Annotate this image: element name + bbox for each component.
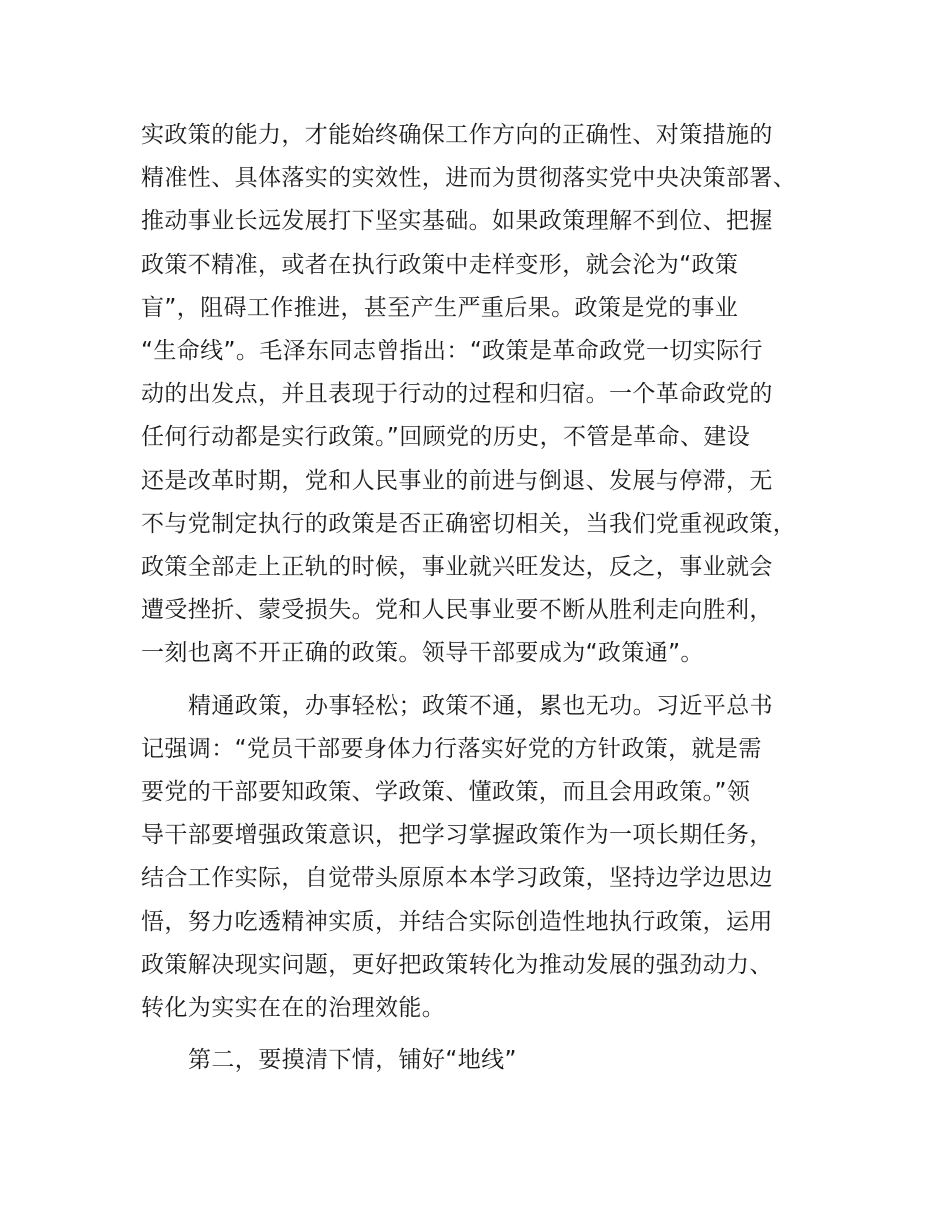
text-line: 实政策的能力，才能始终确保工作方向的正确性、对策措施的 — [141, 122, 773, 148]
section-heading-second — [141, 1039, 831, 1082]
text-line: 精准性、具体落实的实效性，进而为贯彻落实党中央决策部署、 — [141, 165, 797, 192]
text-line: 任何行动都是实行政策。”回顾党的历史，不管是革命、建设 — [141, 424, 751, 451]
paragraph-policy-ability — [141, 114, 831, 676]
document-body — [141, 114, 831, 1091]
text-line: 动的出发点，并且表现于行动的过程和归宿。一个革命政党的 — [141, 381, 773, 408]
text-line: 还是改革时期，党和人民事业的前进与倒退、发展与停滞，无 — [141, 467, 773, 494]
text-line: 第二，要摸清下情，铺好“地线” — [188, 1047, 517, 1074]
text-line: 悟，努力吃透精神实质，并结合实际创造性地执行政策，运用 — [141, 908, 773, 935]
text-line: 精通政策，办事轻松；政策不通，累也无功。习近平总书 — [188, 692, 773, 719]
text-line: 政策全部走上正轨的时候，事业就兴旺发达，反之，事业就会 — [141, 554, 773, 581]
text-line: 盲”，阻碍工作推进，甚至产生严重后果。政策是党的事业 — [141, 294, 739, 321]
text-line: 不与党制定执行的政策是否正确密切相关，当我们党重视政策， — [141, 510, 797, 537]
text-line: 导干部要增强政策意识，把学习掌握政策作为一项长期任务， — [141, 822, 773, 849]
text-line: 推动事业长远发展打下坚实基础。如果政策理解不到位、把握 — [141, 208, 773, 235]
text-line: 结合工作实际，自觉带头原原本本学习政策，坚持边学边思边 — [141, 865, 773, 892]
text-line: “生命线”。毛泽东同志曾指出：“政策是革命政党一切实际行 — [141, 338, 763, 365]
text-line: 政策不精准，或者在执行政策中走样变形，就会沦为“政策 — [141, 251, 739, 278]
text-line: 遭受挫折、蒙受损失。党和人民事业要不断从胜利走向胜利， — [141, 597, 773, 624]
text-line: 转化为实实在在的治理效能。 — [141, 995, 446, 1022]
text-line: 一刻也离不开正确的政策。领导干部要成为“政策通”。 — [141, 640, 704, 667]
text-line: 记强调：“党员干部要身体力行落实好党的方针政策，就是需 — [141, 735, 762, 762]
text-line: 政策解决现实问题，更好把政策转化为推动发展的强劲动力、 — [141, 951, 773, 978]
text-line: 要党的干部要知政策、学政策、懂政策，而且会用政策。”领 — [141, 779, 751, 806]
paragraph-master-policy — [141, 685, 831, 1031]
